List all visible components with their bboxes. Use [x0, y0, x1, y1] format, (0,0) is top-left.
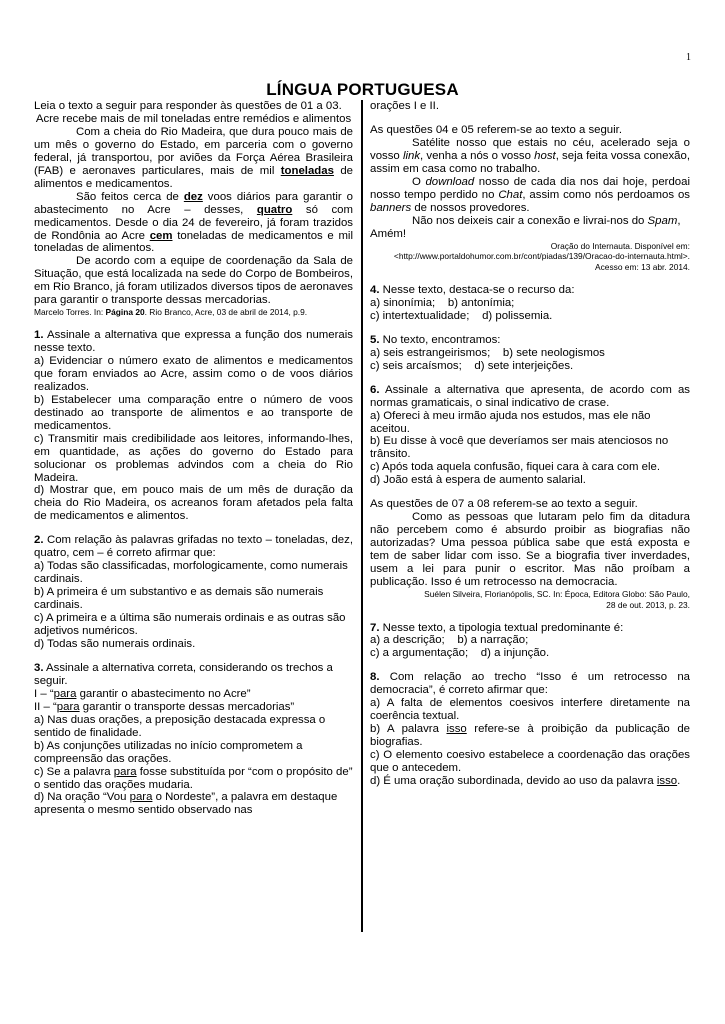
text-title: Acre recebe mais de mil toneladas entre remédios e alimentos [35, 112, 352, 125]
text2-paragraph-3: Não nos deixeis cair a conexão e livrai-nos do Spam, [412, 214, 681, 227]
option-a: a) Todas são classificadas, morfologicamente, como numerais cardinais. [34, 560, 348, 586]
highlighted-word-dez: dez [183, 190, 203, 203]
reading-instruction-3: As questões de 07 a 08 referem-se ao texto a seguir. [370, 498, 638, 511]
question-3-continuation: orações I e II. [370, 100, 440, 112]
question-number: 5. [370, 333, 380, 346]
option-a: a) Ofereci à meu irmão ajuda nos estudos, mas ele não aceitou. [370, 409, 651, 435]
question-stem: Assinale a alternativa que expressa a função dos numerais nesse texto. [34, 329, 353, 354]
question-number: 1. [34, 329, 44, 342]
excerpt-ii: II – “para garantir o transporte dessas mercadorias” [34, 700, 295, 713]
option-c: c) Se a palavra para fosse substituída por “com o propósito de” o sentido das orações mudaria. [34, 765, 353, 791]
option-c: c) Transmitir mais credibilidade aos leitores, informando-lhes, em quantidade, as ações do governo do Estado para solucionar os problemas advindos com a cheia do Rio Madeira. [34, 432, 353, 484]
text-paragraph-1: Com a cheia do Rio Madeira, que dura pouco mais de um mês o governo do Estado, em parceria com o governo federal, já transportou, por aviões da Força Aérea Brasileira (FAB) e aeronaves particulares, mais de mil toneladas de alimentos e medicamentos. [34, 125, 353, 190]
text3-source-line-2: 28 de out. 2013, p. 23. [606, 599, 690, 610]
options-line-2: c) intertextualidade; d) polissemia. [370, 309, 553, 322]
highlighted-word-cem: cem [149, 229, 173, 242]
options-line-1: a) a descrição; b) a narração; [370, 634, 529, 647]
left-column [34, 100, 353, 817]
text-paragraph-2: São feitos cerca de dez voos diários para garantir o abastecimento no Acre – desses, quatro só com medicamentos. Desde o dia 24 de fevereiro, já foram trazidos de Rondônia ao Acre cem toneladas de medicamentos e mil toneladas de alimentos. [34, 190, 353, 255]
question-4 [370, 284, 690, 323]
option-d: d) É uma oração subordinada, devido ao uso da palavra isso. [370, 775, 681, 788]
question-stem: Com relação às palavras grifadas no texto – toneladas, dez, quatro, cem – é correto afirmar que: [34, 534, 353, 560]
question-6 [370, 384, 690, 488]
reading-instruction-2: As questões 04 e 05 referem-se ao texto a seguir. [370, 123, 623, 136]
option-d: d) Todas são numerais ordinais. [34, 637, 196, 650]
option-c: c) A primeira e a última são numerais ordinais e as outras são adjetivos numéricos. [34, 612, 346, 638]
highlighted-word-quatro: quatro [256, 203, 293, 216]
question-number: 7. [370, 621, 380, 634]
question-3 [34, 662, 353, 817]
option-b: b) A palavra isso refere-se à proibição da publicação de biografias. [370, 723, 690, 749]
text3-source-line-1: Suélen Silveira, Florianópolis, SC. In: Época, Editora Globo: São Paulo, [424, 588, 690, 599]
column-divider [361, 100, 363, 932]
question-number: 4. [370, 283, 380, 296]
options-line-2: c) a argumentação; d) a injunção. [370, 647, 550, 660]
option-d: d) Mostrar que, em pouco mais de um mês de duração da cheia do Rio Madeira, os acreanos foram afetados pela falta de medicamentos e alimentos. [34, 484, 353, 523]
reading-instruction: Leia o texto a seguir para responder às questões de 01 a 03. [34, 100, 342, 112]
text-source: Marcelo Torres. In: Página 20. Rio Branco, Acre, 03 de abril de 2014, p.9. [34, 307, 308, 318]
question-5 [370, 334, 690, 373]
option-a: a) Nas duas orações, a preposição destacada expressa o sentido de finalidade. [34, 713, 326, 739]
question-stem: No texto, encontramos: [379, 333, 501, 346]
highlighted-word-toneladas: toneladas [280, 164, 334, 177]
text2-source-line-2: <http://www.portaldohumor.com.br/cont/piadas/139/Oracao-do-internauta.html>. Acesso em: 13 abr. 2014. [393, 251, 690, 273]
question-stem: Nesse texto, destaca-se o recurso da: [379, 283, 575, 296]
option-b: b) As conjunções utilizadas no início comprometem a compreensão das orações. [34, 739, 303, 765]
options-line-1: a) seis estrangeirismos; b) sete neologismos [370, 346, 605, 359]
question-number: 3. [34, 661, 44, 674]
options-line-1: a) sinonímia; b) antonímia; [370, 296, 515, 309]
option-b: b) A primeira é um substantivo e as demais são numerais cardinais. [34, 586, 324, 612]
question-7 [370, 622, 690, 661]
text2-paragraph-4: Amém! [370, 227, 407, 240]
question-1 [34, 329, 353, 523]
page-title: LÍNGUA PORTUGUESA [266, 80, 459, 99]
question-stem: Assinale a alternativa correta, considerando os trechos a seguir. [34, 661, 333, 687]
question-stem: Assinale a alternativa que apresenta, de acordo com as normas gramaticais, o sinal indicativo de crase. [370, 383, 690, 409]
right-column [370, 100, 690, 788]
question-stem: Com relação ao trecho “Isso é um retrocesso na democracia”, é correto afirmar que: [370, 671, 690, 697]
option-d: d) Na oração “Vou para o Nordeste”, a palavra em destaque apresenta o mesmo sentido observado nas [34, 791, 338, 817]
question-number: 2. [34, 534, 44, 547]
question-stem: Nesse texto, a tipologia textual predominante é: [379, 621, 624, 634]
question-number: 6. [370, 383, 380, 396]
option-a: a) A falta de elementos coesivos interfere diretamente na coerência textual. [370, 697, 690, 723]
excerpt-i: I – “para garantir o abastecimento no Acre” [34, 687, 251, 700]
option-d: d) João está à espera de aumento salarial. [370, 474, 586, 487]
text2-paragraph-2: O download nosso de cada dia nos dai hoje, perdoai nosso tempo perdido no Chat, assim como nós perdoamos os banners de nossos provedores. [370, 175, 690, 214]
text2-source-line-1: Oração do Internauta. Disponível em: [550, 240, 690, 251]
text-paragraph-3: De acordo com a equipe de coordenação da Sala de Situação, que está localizada na sede do Corpo de Bombeiros, em Rio Branco, já foram utilizados diversos tipos de aeronaves para garantir o transporte dessas mercadorias. [34, 255, 353, 307]
question-8 [370, 671, 690, 788]
option-c: c) Após toda aquela confusão, fiquei cara à cara com ele. [370, 461, 661, 474]
text2-paragraph-1: Satélite nosso que estais no céu, acelerado seja o vosso link, venha a nós o vosso host, seja feita vossa conexão, assim em casa como no trabalho. [370, 136, 691, 175]
question-2 [34, 534, 353, 651]
option-a: a) Evidenciar o número exato de alimentos e medicamentos que foram enviados ao Acre, assim como o de voos diários realizados. [34, 354, 353, 393]
question-number: 8. [370, 671, 380, 684]
page-number: 1 [686, 52, 691, 63]
text3-paragraph: Como as pessoas que lutaram pelo fim da ditadura não percebem como é absurdo proibir as biografias não autorizadas? Uma pessoa pública sabe que está exposta e tem de saber lidar com isso. Se a biografia tiver inverdades, usem a lei para punir o escritor. Mas não proíbam a publicação. Isso é um retrocesso na democracia. [370, 511, 690, 588]
option-c: c) O elemento coesivo estabelece a coordenação das orações que o antecedem. [370, 749, 690, 775]
option-b: b) Eu disse à você que deveríamos ser mais atenciosos no trânsito. [370, 435, 669, 461]
options-line-2: c) seis arcaísmos; d) sete interjeições. [370, 359, 574, 372]
option-b: b) Estabelecer uma comparação entre o número de voos destinado ao transporte de alimentos e ao transporte de medicamentos. [34, 393, 353, 432]
